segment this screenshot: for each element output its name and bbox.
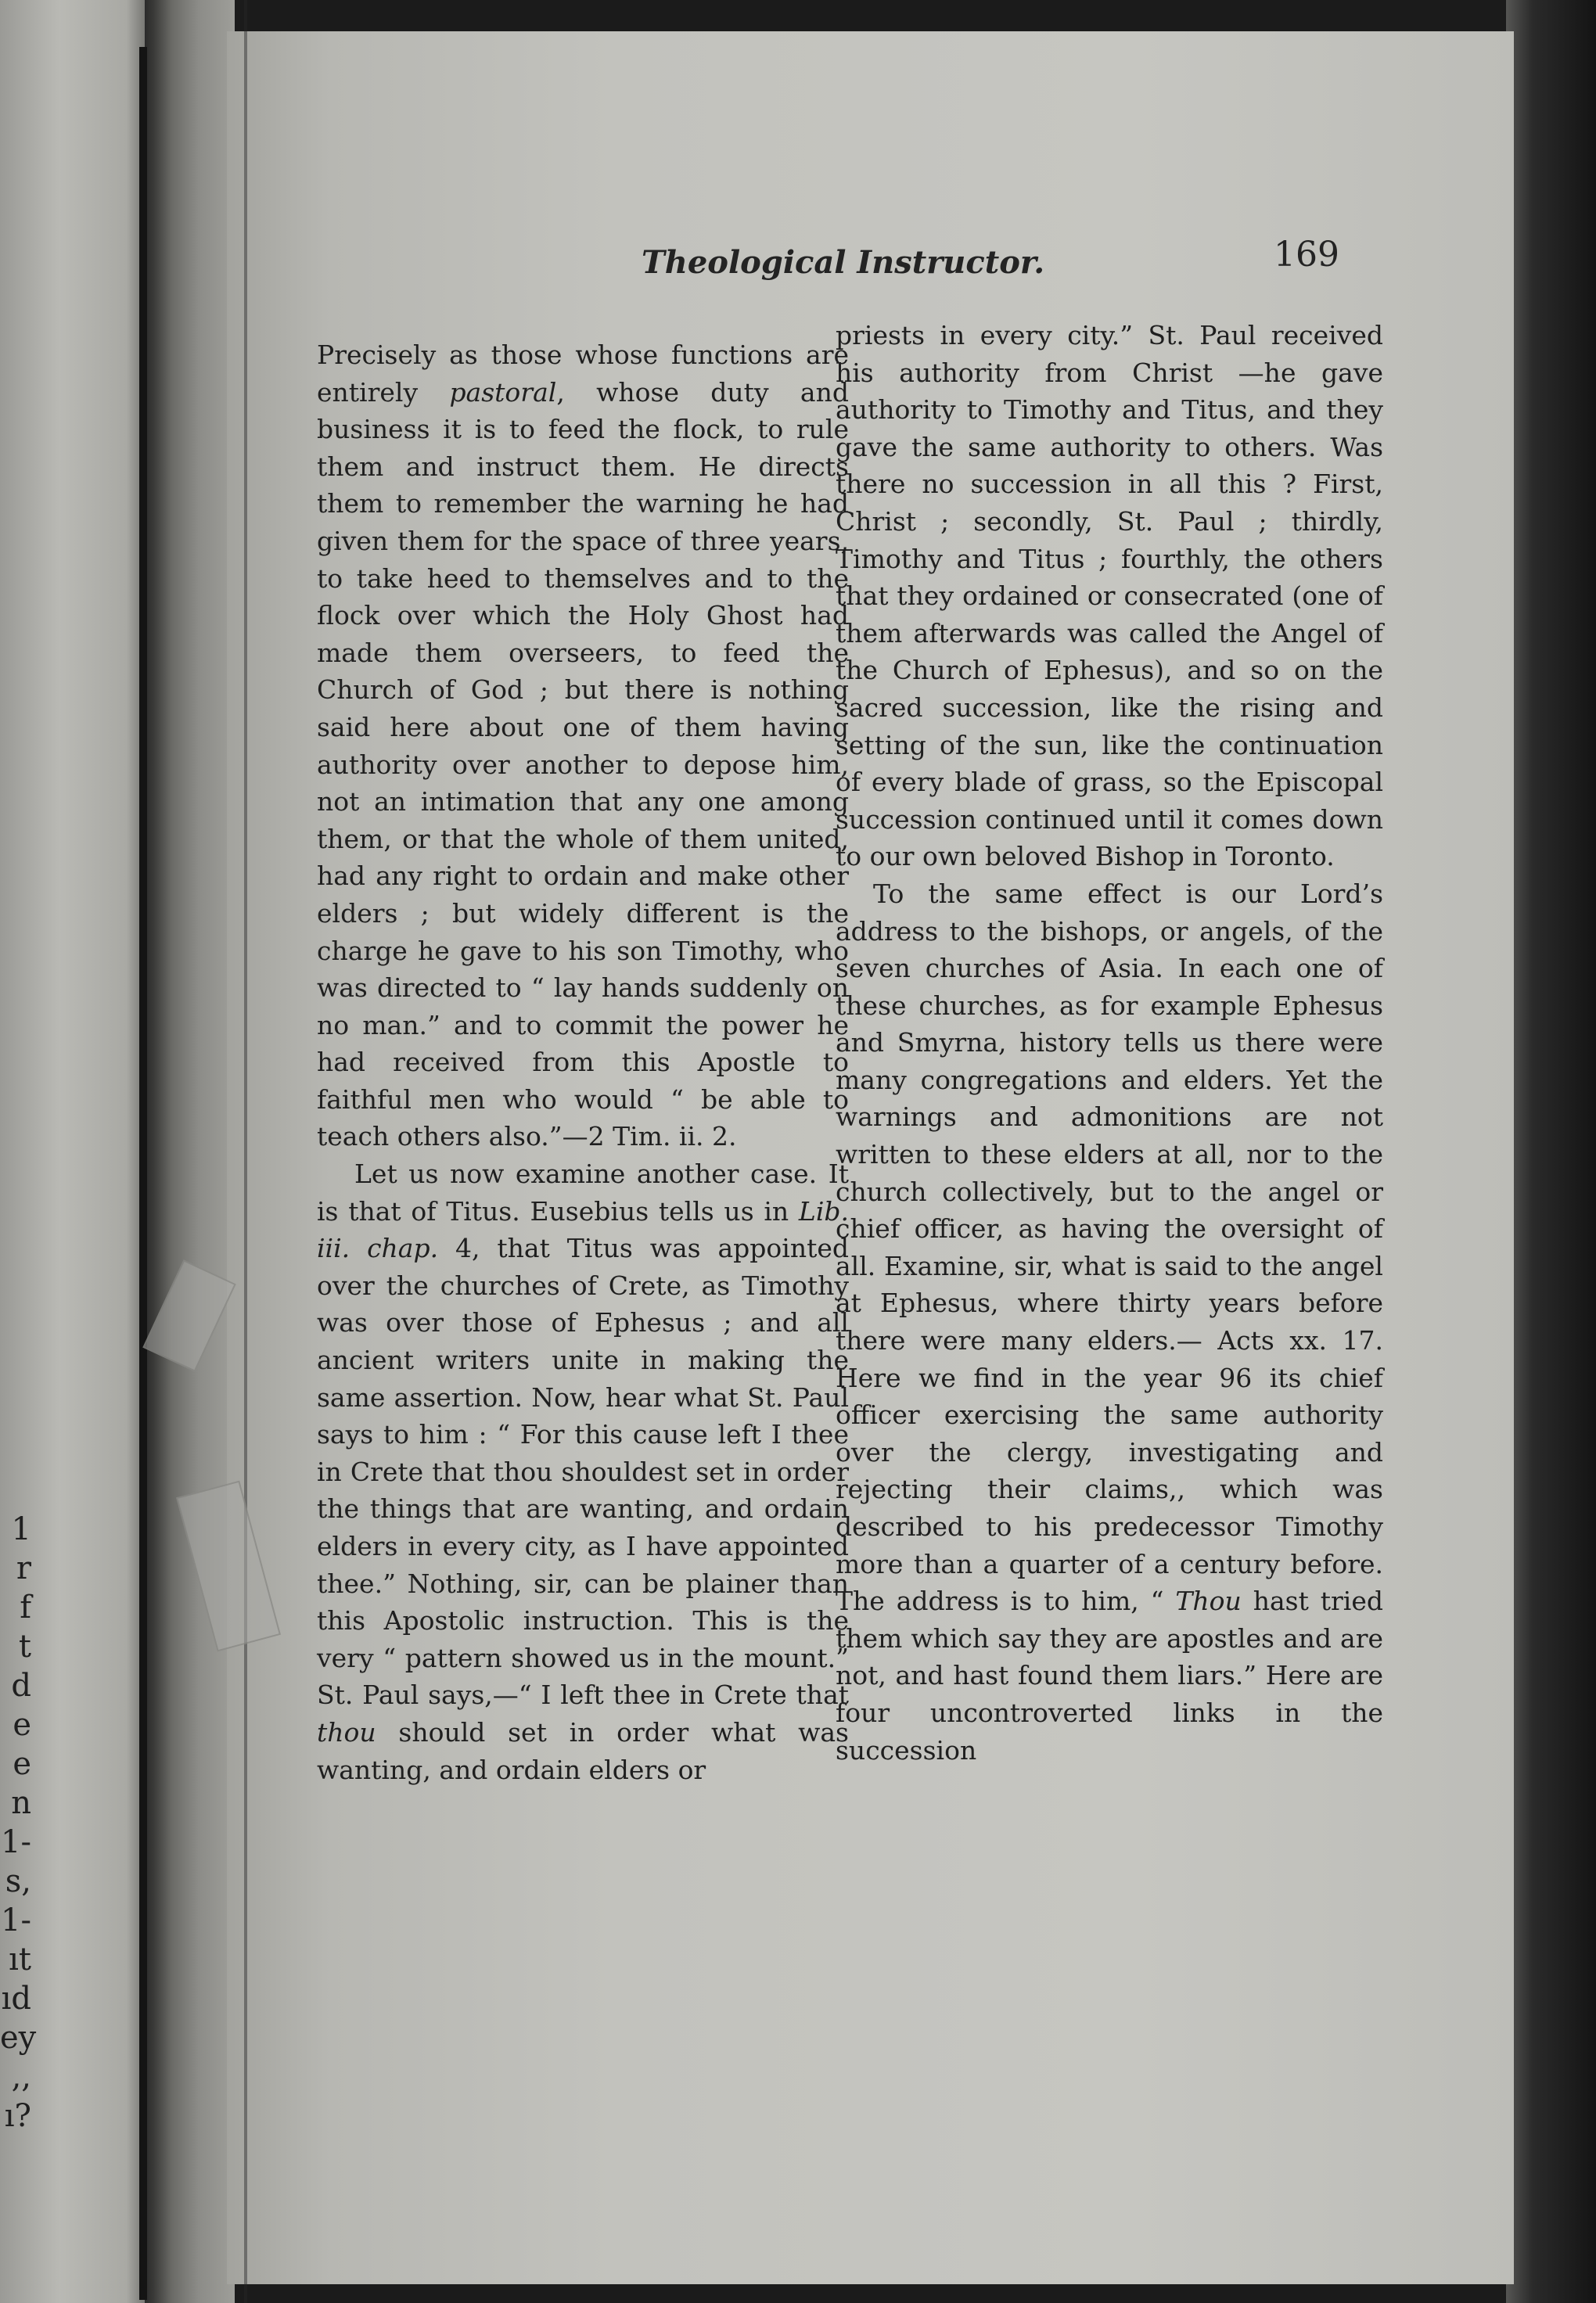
book-gutter [145,0,235,2303]
text-run: Let us now examine another case. It is that of Titus. Eusebius tells us in [317,1159,849,1227]
left-fragment-letter: ıd [1,1981,31,2017]
left-fragment-letter: f [20,1590,31,1626]
text-run: Precisely as those whose functions are entirely [317,340,849,408]
text-run: should set in order what was wanting, and ordain elders or [317,1716,849,1785]
running-head-title: Theological Instructor. [642,244,1045,281]
left-page-fragment-letters [0,1510,37,2136]
left-fragment-letter: ıt [9,1942,31,1978]
text-run: To the same effect is our Lord’s address to the bishops, or angels, of the seven churches of Asia. In each one of these churches, as for example Ephesus and Smyrna, history tells us there were many congregations and elders. Yet the warnings and admonitions are not written to these elders at all, nor to the church collectively, but to the angel or chief officer, as having the oversight of all. Examine, sir, what is said to the angel at Ephesus, where thirty years before there were many elders.— Acts xx. 17. Here we find in the year 96 its chief officer exercising the same authority over the clergy, investigating and rejecting their claims,, which was described to his predecessor Timothy more than a quarter of a century before. The address is to him, “ [836,878,1383,1617]
paragraph [317,1155,849,1788]
page-number: 169 [1274,235,1339,275]
left-fragment-letter: s, [5,1863,31,1899]
paragraph [317,336,849,1155]
left-fragment-letter: ,, [11,2059,31,2095]
left-fragment-letter: 1- [1,1824,31,1860]
gutter-shadow-line [139,47,147,2300]
right-text-column [836,317,1383,1769]
page-right-edge [1506,0,1596,2303]
text-run: 4, that Titus was appointed over the churches of Crete, as Timothy was over those of Ephesus ; and all ancient writers unite in making the same assertion. Now, hear what St. Paul says to him : “ For this cause left I thee in Crete that thou shouldest set in order the things that are wanting, and ordain elders in every city, as I have appointed thee.” Nothing, sir, can be plainer than this Apostolic instruction. This is the very “ pattern showed us in the mount.” St. Paul says,—“ I left thee in Crete that [317,1233,849,1711]
left-fragment-letter: e [13,1707,31,1743]
left-fragment-letter: e [13,1746,31,1782]
left-fragment-letter: d [11,1668,31,1704]
left-fragment-letter: ey [0,2020,37,2056]
paragraph [836,875,1383,1769]
italic-text-run: pastoral [449,376,557,408]
left-fragment-letter: ı? [4,2098,31,2134]
left-fragment-letter: 1 [11,1511,31,1547]
text-run: , whose duty and business it is to feed the flock, to rule them and instruct them. He directs them to remember the warning he had given them for the space of three years, to take heed to themselves and to the flock over which the Holy Ghost had made them overseers, to feed the Church of God ; but there is nothing said here about one of them having authority over another to depose him, not an intimation that any one among them, or that the whole of them united, had any right to ordain and make other elders ; but widely different is the charge he gave to his son Timothy, who was directed to “ lay hands suddenly on no man.” and to commit the power he had received from this Apostle to faithful men who would “ be able to teach others also.”—2 Tim. ii. 2. [317,376,849,1152]
paragraph [836,317,1383,875]
text-run: hast tried them which say they are apostles and are not, and hast found them liars.” Here are four uncontroverted links in the succession [836,1586,1383,1766]
italic-text-run: thou [317,1716,376,1748]
italic-text-run: Thou [1175,1586,1242,1617]
left-fragment-letter: n [11,1785,31,1821]
left-text-column [317,336,849,1788]
italic-text-run: Lib. iii. chap. [317,1195,849,1264]
left-fragment-letter: r [16,1550,31,1586]
left-fragment-letter: t [18,1629,31,1665]
page-crease [244,0,247,2303]
left-fragment-letter: 1- [1,1902,31,1938]
text-run: priests in every city.” St. Paul received his authority from Christ —he gave authority to Timothy and Titus, and they gave the same authority to others. Was there no succession in all this ? First, Christ ; secondly, St. Paul ; thirdly, Timothy and Titus ; fourthly, the others that they ordained or consecrated (one of them afterwards was called the Angel of the Church of Ephesus), and so on the sacred succession, like the rising and setting of the sun, like the continuation of every blade of grass, so the Episcopal succession continued until it comes down to our own beloved Bishop in Toronto. [836,320,1383,872]
